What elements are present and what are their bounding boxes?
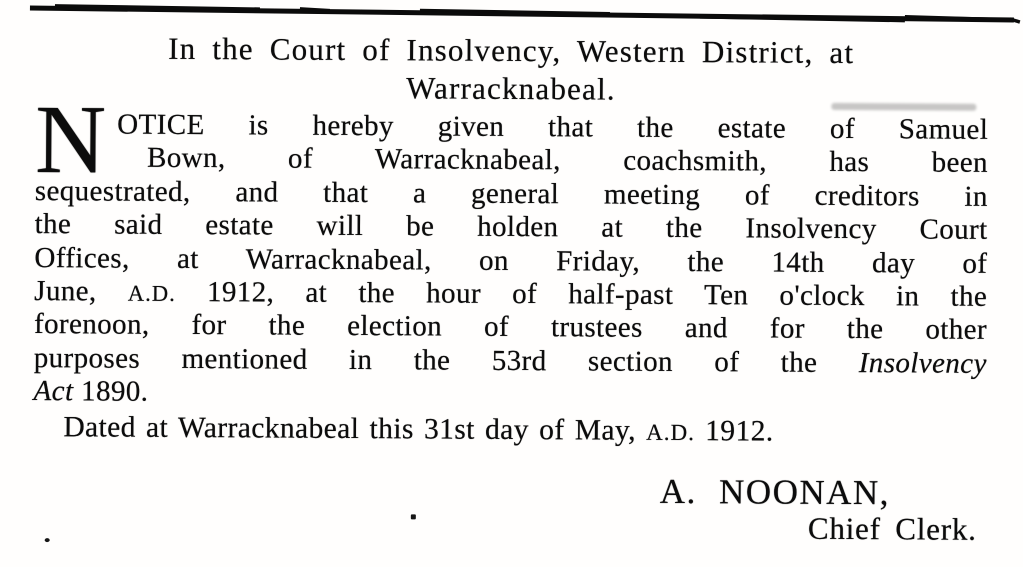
- signature-title: Chief Clerk.: [807, 510, 977, 547]
- scan-smudge: [831, 103, 976, 111]
- notice-line: sequestrated, and that a general meeting of creditors in: [34, 174, 988, 213]
- top-rule: [0, 0, 1023, 32]
- notice-line-text: purposes mentioned in the 53rd section of the: [33, 341, 859, 379]
- notice-line: the said estate will be holden at the Insolvency Court: [34, 208, 988, 247]
- notice-line: OTICE is hereby given that the estate of Samuel: [117, 108, 989, 146]
- court-heading-line2: Warracknabeal.: [406, 70, 616, 107]
- dated-line: [33, 411, 986, 450]
- small-caps-ad: A.D.: [646, 418, 696, 445]
- dated-line-text: 1912.: [694, 414, 774, 448]
- dated-line-text: Dated at Warracknabeal this 31st day of May,: [63, 410, 647, 447]
- notice-body: [33, 86, 989, 450]
- notice-line: [34, 375, 987, 414]
- small-caps-ad: A.D.: [127, 280, 176, 306]
- court-heading-line1: In the Court of Insolvency, Western District, at: [168, 30, 855, 71]
- signature-name: A. NOONAN,: [659, 471, 891, 513]
- notice-line-text: June,: [34, 274, 128, 308]
- scan-speck: [45, 538, 50, 542]
- notice-line-text: 1912, at the hour of half-past Ten o'clock in the: [175, 275, 988, 313]
- notice-line: Bown, of Warracknabeal, coachsmith, has been: [146, 142, 989, 180]
- notice-line: Offices, at Warracknabeal, on Friday, the 14th day of: [34, 241, 988, 280]
- notice-line-text: 1890.: [73, 375, 149, 408]
- notice-line: forenoon, for the election of trustees and for the other: [33, 308, 988, 347]
- italic-act-name: Insolvency: [858, 346, 987, 380]
- drop-cap-n: N: [34, 86, 107, 195]
- notice-line: [34, 342, 987, 381]
- scan-speck: [411, 514, 416, 519]
- italic-act-name: Act: [33, 375, 74, 408]
